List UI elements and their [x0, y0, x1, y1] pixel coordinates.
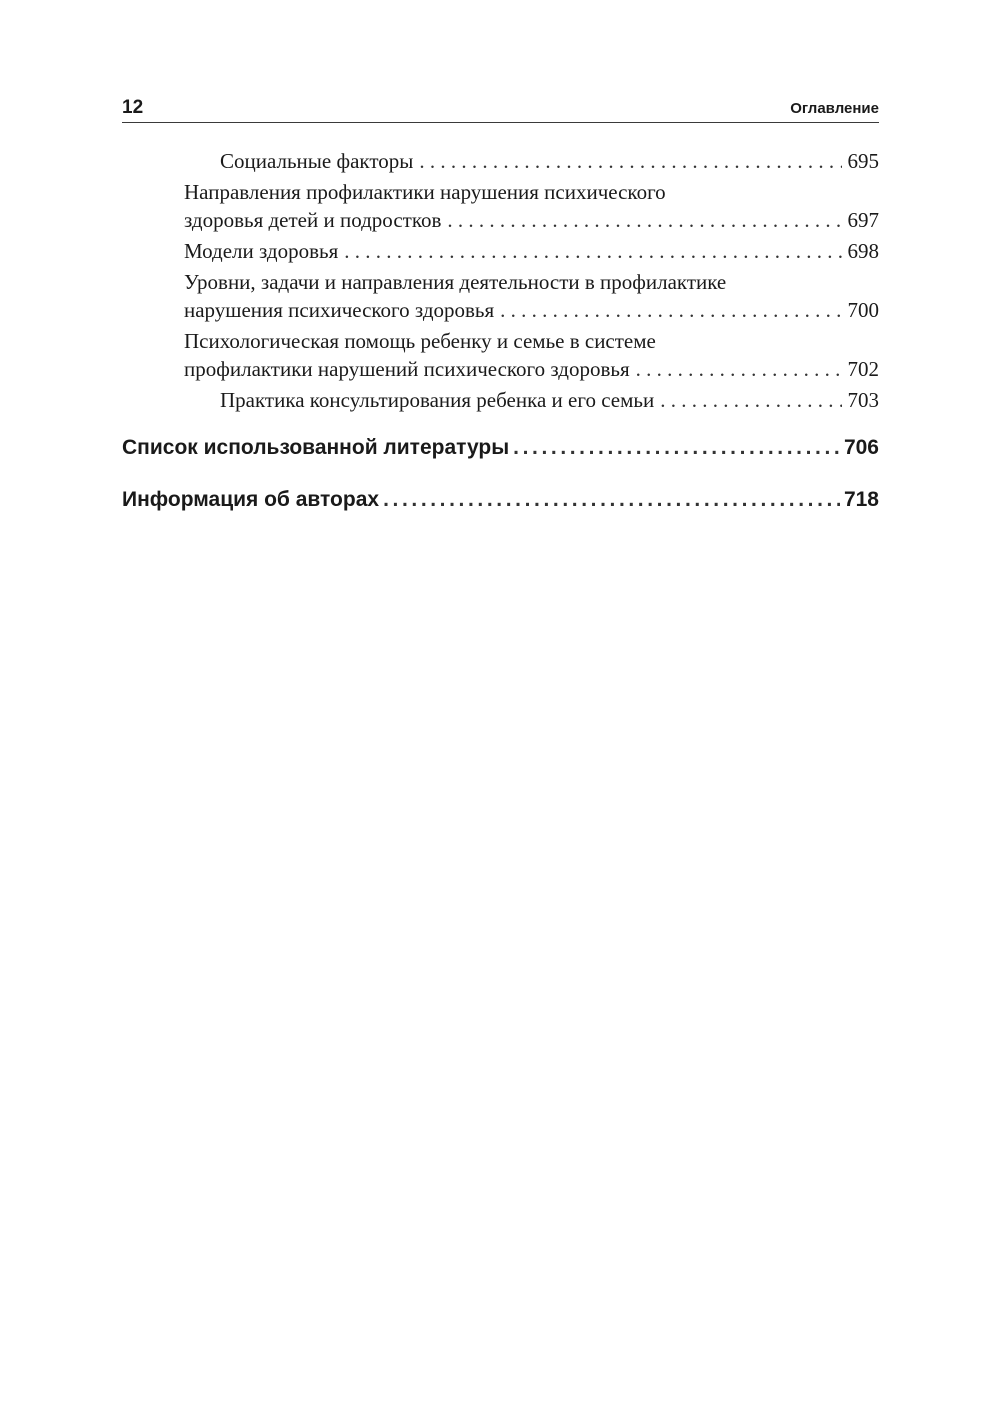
toc-page-number: 695 [847, 149, 879, 173]
toc-entry-title-line: Уровни, задачи и направления деятельности в профилактике [184, 270, 727, 294]
toc-entry-title: Практика консультирования ребенка и его семьи [220, 388, 655, 412]
toc-page-number: 702 [847, 357, 879, 381]
dot-leader [344, 237, 841, 265]
toc-entry-title: Список использованной литературы [122, 436, 510, 459]
toc-page-number: 698 [847, 239, 879, 263]
toc-entry[interactable] [122, 147, 879, 175]
toc-entry-chapter[interactable] [122, 434, 879, 462]
toc-entry-title: нарушения психического здоровья [184, 298, 495, 322]
dot-leader [447, 206, 841, 234]
toc-entry-chapter[interactable] [122, 486, 879, 514]
toc-entry[interactable] [122, 237, 879, 265]
dot-leader [383, 486, 840, 514]
toc-entry-title: профилактики нарушений психического здоровья [184, 357, 630, 381]
running-header [122, 96, 879, 123]
toc-entry-title: Модели здоровья [184, 239, 339, 263]
dot-leader [500, 296, 841, 324]
toc-entry[interactable] [122, 327, 879, 383]
toc-entry[interactable] [122, 386, 879, 414]
toc-page-number: 700 [847, 298, 879, 322]
table-of-contents [122, 147, 879, 514]
running-title: Оглавление [790, 100, 879, 117]
toc-page-number: 703 [847, 388, 879, 412]
toc-page-number: 718 [843, 488, 879, 511]
toc-entry[interactable] [122, 268, 879, 324]
toc-entry-title: здоровья детей и подростков [184, 208, 442, 232]
toc-entry-title-line: Направления профилактики нарушения психического [184, 180, 666, 204]
toc-entry[interactable] [122, 178, 879, 234]
dot-leader [636, 355, 842, 383]
toc-page-number: 706 [843, 436, 879, 459]
toc-entry-title: Информация об авторах [122, 488, 380, 511]
toc-entry-title-line: Психологическая помощь ребенку и семье в системе [184, 329, 656, 353]
dot-leader [513, 434, 840, 462]
page-number: 12 [122, 97, 144, 118]
dot-leader [419, 147, 841, 175]
dot-leader [660, 386, 841, 414]
toc-entry-title: Социальные факторы [220, 149, 414, 173]
toc-page-number: 697 [847, 208, 879, 232]
